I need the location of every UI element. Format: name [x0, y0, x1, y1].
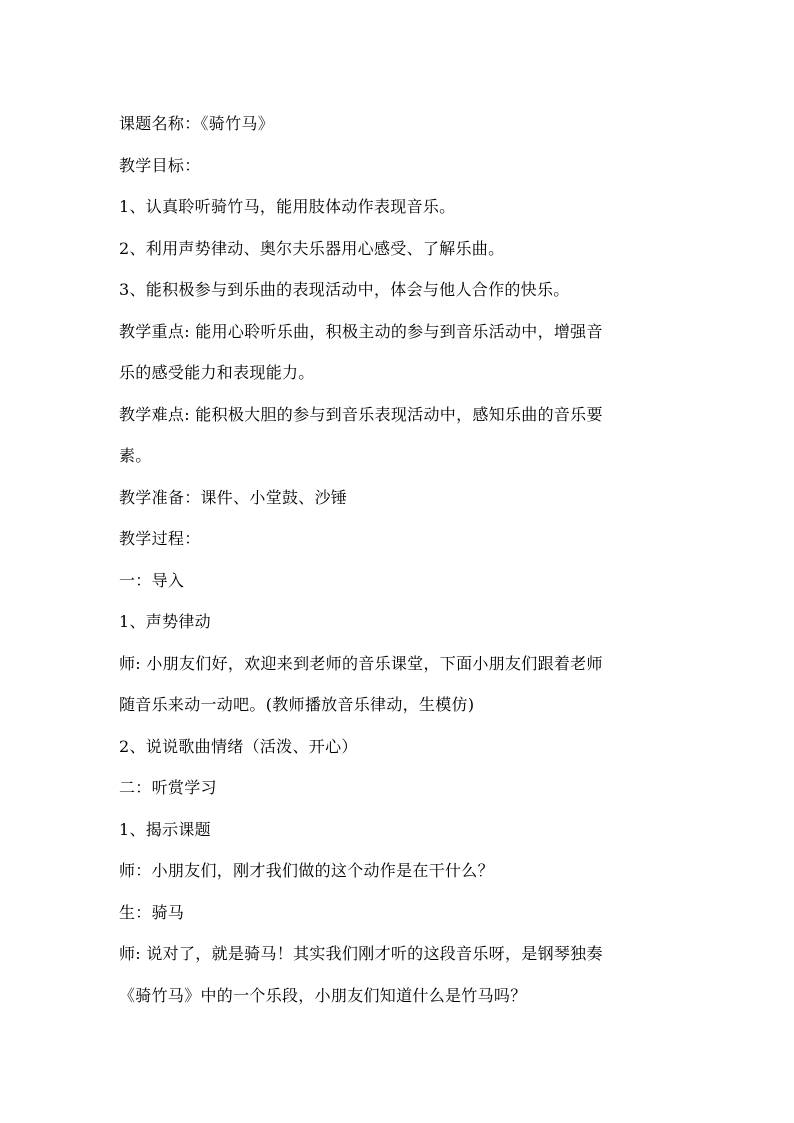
- section-2-heading: 二：听赏学习: [119, 778, 217, 797]
- section-1-item-2: 2、说说歌曲情绪（活泼、开心）: [119, 736, 358, 756]
- teacher-line-3a: 师: 说对了，就是骑马！其实我们刚才听的这段音乐呀，是钢琴独奏: [119, 944, 603, 963]
- teacher-line-1a: 师: 小朋友们好，欢迎来到老师的音乐课堂，下面小朋友们跟着老师: [119, 653, 603, 673]
- student-line: 生：骑马: [119, 902, 185, 922]
- teacher-line-3b: 《骑竹马》中的一个乐段，小朋友们知道什么是竹马吗？: [119, 985, 527, 1005]
- objective-1: 1、认真聆听骑竹马，能用肢体动作表现音乐。: [119, 197, 456, 216]
- objectives-heading: 教学目标：: [119, 155, 201, 175]
- document-body: [119, 103, 679, 1016]
- difficulties-line-2: 素。: [119, 446, 152, 465]
- lesson-title: 课题名称：《骑竹马》: [119, 114, 275, 133]
- key-points-line-2: 乐的感受能力和表现能力。: [119, 363, 315, 382]
- difficulties-line-1: 教学难点: 能积极大胆的参与到音乐表现活动中，感知乐曲的音乐要: [119, 404, 603, 424]
- process-heading: 教学过程：: [119, 529, 201, 548]
- section-1-heading: 一：导入: [119, 570, 185, 590]
- key-points-line-1: 教学重点: 能用心聆听乐曲，积极主动的参与到音乐活动中，增强音: [119, 321, 603, 341]
- teacher-line-2: 师：小朋友们，刚才我们做的这个动作是在干什么？: [119, 861, 494, 880]
- teacher-line-1b: 随音乐来动一动吧。(教师播放音乐律动，生模仿): [119, 695, 475, 714]
- objective-2: 2、利用声势律动、奥尔夫乐器用心感受、了解乐曲。: [119, 238, 505, 258]
- section-1-item-1: 1、声势律动: [119, 612, 211, 631]
- preparation: 教学准备：课件、小堂鼓、沙锤: [119, 487, 348, 507]
- section-2-item-1: 1、揭示课题: [119, 819, 211, 839]
- objective-3: 3、能积极参与到乐曲的表现活动中，体会与他人合作的快乐。: [119, 280, 570, 299]
